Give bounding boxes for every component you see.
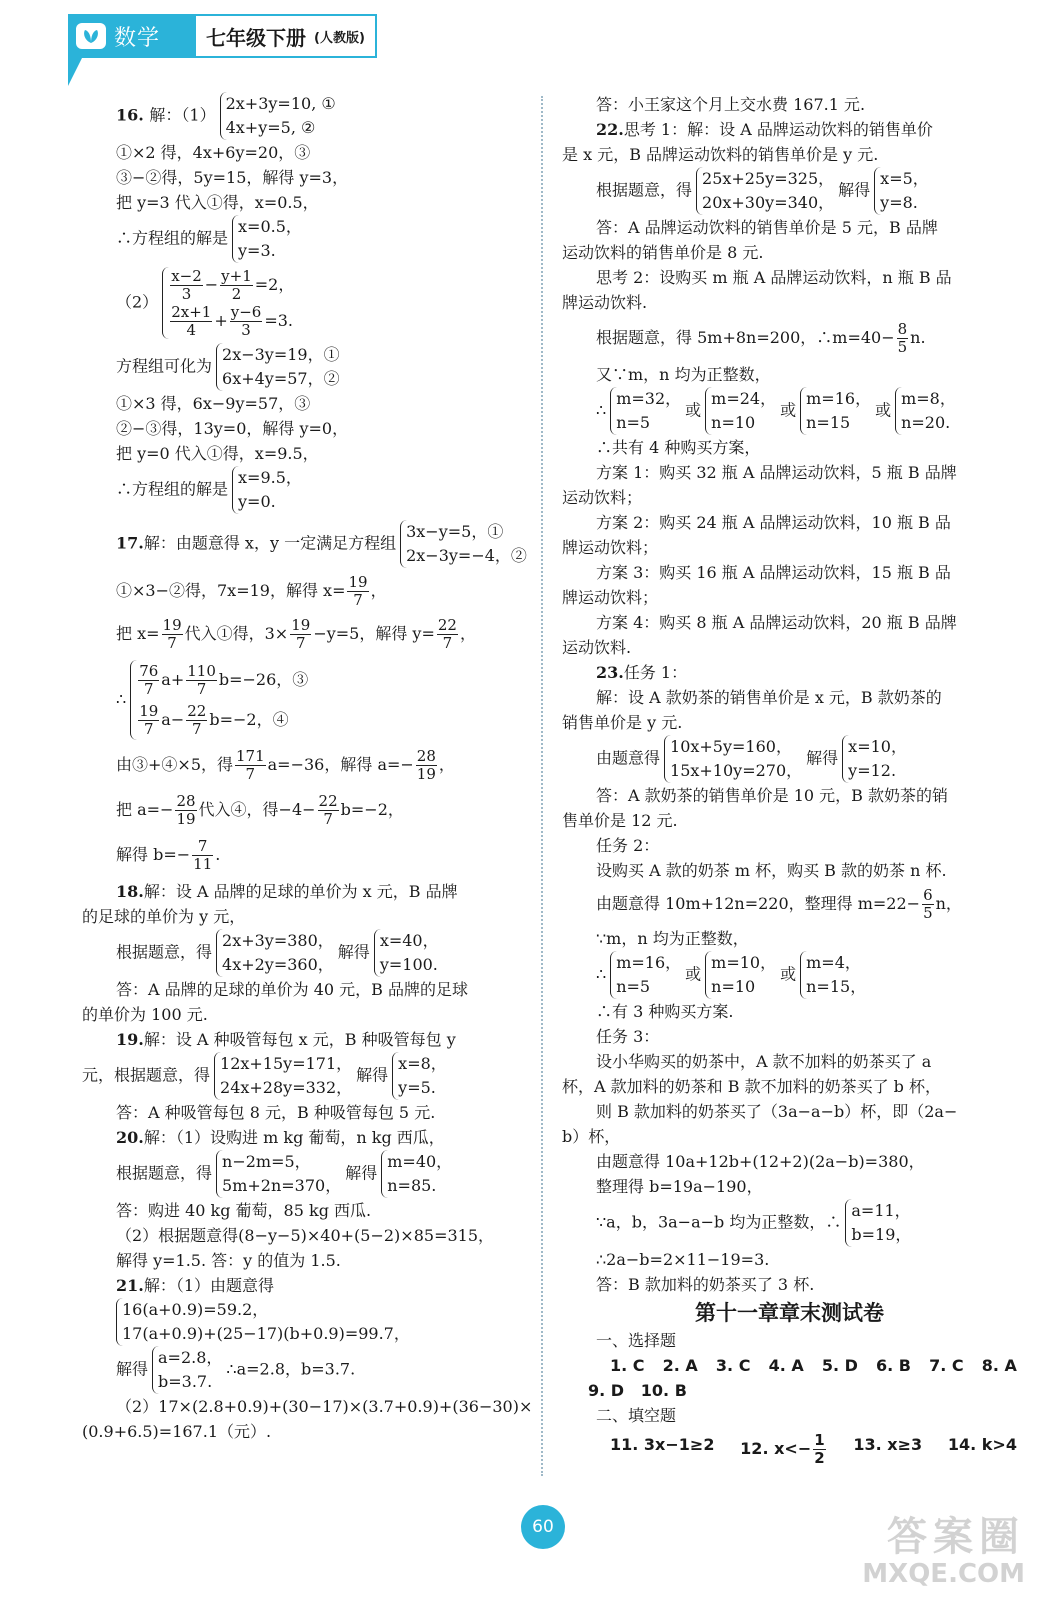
- q16-line: 把 y=3 代入①得，x=0.5，: [116, 193, 319, 212]
- section-title: 第十一章章末测试卷: [695, 1301, 884, 1325]
- solution-system: x=5， y=8.: [874, 167, 929, 215]
- q23-line: 解：设 A 款奶茶的销售单价是 x 元，B 款奶茶的: [596, 688, 942, 707]
- left-column: [82, 92, 532, 1444]
- solution-system: m=32， n=5: [610, 387, 681, 435]
- fraction: $\frac{y-6}{3}$: [230, 303, 262, 339]
- q22-line: 牌运动饮料；: [562, 538, 659, 557]
- q17-line: 把 x= $\frac{19}{7}$ 代入①得，3× $\frac{19}{7}$ −y=5，解得 y= $\frac{22}{7}$ ，: [116, 616, 476, 652]
- q22-line: 运动饮料；: [562, 488, 643, 507]
- q23-line: 任务 2：: [596, 836, 660, 855]
- book-info: [196, 14, 377, 58]
- q23-line: ∵a，b，3a−a−b 均为正整数，∴ a=11， b=19，: [562, 1199, 1017, 1247]
- solution-system: m=8， n=20.: [895, 387, 956, 435]
- fill-answers: [562, 1432, 1017, 1467]
- solution-system: x=9.5， y=0.: [232, 466, 302, 514]
- q23-line: 则 B 款加料的奶茶买了（3a−a−b）杯，即（2a−: [596, 1102, 958, 1121]
- fraction: $\frac{2x+1}{4}$: [171, 303, 212, 339]
- solution-system: m=4， n=15，: [800, 951, 866, 999]
- solution-system: x=10， y=12.: [842, 735, 907, 783]
- q23-line: b）杯，: [562, 1127, 621, 1146]
- solution-system: m=40， n=85.: [381, 1150, 452, 1198]
- solution-system: a=2.8， b=3.7.: [152, 1346, 222, 1394]
- solution-system: x=40， y=100.: [374, 929, 439, 977]
- fraction: $\frac{171}{7}$: [236, 747, 265, 783]
- answer-item: 1. C: [610, 1356, 645, 1375]
- q16-line: ②−③得，13y=0，解得 y=0，: [116, 419, 349, 438]
- answer-item: 8. A: [981, 1356, 1017, 1375]
- q23-line: 23.任务 1：: [596, 663, 688, 682]
- q22-line: 答：A 品牌运动饮料的销售单价是 5 元，B 品牌: [596, 218, 938, 237]
- fraction: $\frac{110}{7}$: [187, 662, 216, 698]
- answer-item: 11. 3x−1≥2: [610, 1435, 715, 1454]
- q17-line: 17.解：由题意得 x，y 一定满足方程组 3x−y=5，① 2x−3y=−4，②: [82, 520, 532, 568]
- q23-line: ∴有 3 种购买方案.: [596, 1002, 734, 1021]
- solution-system: x=8， y=5.: [392, 1052, 447, 1100]
- q22-line: 又∵m，n 均为正整数，: [596, 365, 771, 384]
- q22-line: 方案 2：购买 24 瓶 A 品牌运动饮料，10 瓶 B 品: [596, 513, 951, 532]
- q23-line: 由题意得 10x+5y=160， 15x+10y=270， 解得 x=10， y=12.: [562, 735, 1017, 783]
- equation-system: 2x+3y=380， 4x+2y=360，: [216, 929, 334, 977]
- section-heading: 二、填空题: [596, 1406, 677, 1425]
- q21-line: （2）17×(2.8+0.9)+(30−17)×(3.7+0.9)+(36−30)×: [116, 1397, 533, 1416]
- q21-line: (0.9+6.5)=167.1（元）.: [82, 1422, 272, 1441]
- q23-line: 设小华购买的奶茶中，A 款不加料的奶茶买了 a: [596, 1052, 932, 1071]
- q19-line: 答：A 种吸管每包 8 元，B 种吸管每包 5 元.: [116, 1103, 436, 1122]
- q23-line: 销售单价是 y 元.: [562, 713, 683, 732]
- column-divider: [541, 96, 543, 1476]
- answer-item: 2. A: [662, 1356, 698, 1375]
- q17-line: 解得 b=− $\frac{7}{11}$ .: [116, 837, 221, 873]
- fraction: $\frac{y+1}{2}$: [221, 267, 252, 303]
- solution-system: m=16， n=5: [610, 951, 681, 999]
- q16-line: ∴方程组的解是 x=9.5， y=0.: [82, 466, 532, 514]
- fraction: $\frac{76}{7}$: [139, 662, 159, 698]
- leaf-icon: [76, 23, 106, 49]
- choice-answers: [562, 1353, 1017, 1378]
- page-header: [68, 14, 377, 58]
- q23-line: 设购买 A 款的奶茶 m 杯，购买 B 款的奶茶 n 杯.: [596, 861, 947, 880]
- edition-label: (人教版): [314, 30, 365, 46]
- fraction: $\frac{19}{7}$: [139, 702, 159, 738]
- q21-line: [82, 1298, 532, 1346]
- q22-options: ∴ m=32， n=5 或 m=24， n=10 或 m=16， n=15 或 m=8， n=20.: [562, 387, 1017, 435]
- fraction: $\frac{6}{5}$: [923, 886, 933, 922]
- answer-item: 7. C: [929, 1356, 964, 1375]
- q16-line: 把 y=0 代入①得，x=9.5，: [116, 444, 319, 463]
- fraction: $\frac{22}{7}$: [437, 616, 457, 652]
- q18-line: 18.解：设 A 品牌的足球的单价为 x 元，B 品牌: [116, 882, 458, 901]
- q19-line: 元，根据题意，得 12x+15y=171， 24x+28y=332， 解得 x=8， y=5.: [82, 1052, 532, 1100]
- q22-line: 思考 2：设购买 m 瓶 A 品牌运动饮料，n 瓶 B 品: [596, 268, 952, 287]
- q16-line: ①×3 得，6x−9y=57，③: [116, 394, 311, 413]
- q17-line: ①×3−②得，7x=19，解得 x= $\frac{19}{7}$ ，: [116, 573, 387, 609]
- q18-line: 根据题意，得 2x+3y=380， 4x+2y=360， 解得 x=40， y=100.: [82, 929, 532, 977]
- q23-line: 杯，A 款加料的奶茶和 B 款不加料的奶茶买了 b 杯，: [562, 1077, 941, 1096]
- q23-line: 由题意得 10a+12b+(12+2)(2a−b)=380，: [596, 1152, 925, 1171]
- solution-system: m=24， n=10: [705, 387, 776, 435]
- subject-tab: [68, 14, 196, 58]
- answer-item: 4. A: [768, 1356, 804, 1375]
- section-heading: 一、选择题: [596, 1331, 677, 1350]
- q21-line: 21.解：（1）由题意得: [116, 1276, 275, 1295]
- q23-line: ∴2a−b=2×11−19=3.: [596, 1250, 770, 1269]
- q22-line: 22.思考 1：解：设 A 品牌运动饮料的销售单价: [596, 120, 933, 139]
- q23-line: 任务 3：: [596, 1027, 660, 1046]
- q23-line: ∵m，n 均为正整数，: [596, 929, 749, 948]
- q19-line: 19.解：设 A 种吸管每包 x 元，B 种吸管每包 y: [116, 1030, 456, 1049]
- q22-line: 运动饮料的销售单价是 8 元.: [562, 243, 764, 262]
- q17-line: 把 a=− $\frac{28}{19}$ 代入④，得−4− $\frac{22}{7}$ b=−2，: [116, 792, 404, 828]
- equation-system: $\frac{x-2}{3}$ − $\frac{y+1}{2}$ =2， $\frac{2x+1}{4}$ + $\frac{y-6}{3}$ =3.: [162, 267, 294, 339]
- fraction: $\frac{19}{7}$: [291, 616, 311, 652]
- right-column: [562, 92, 1017, 1467]
- choice-answers: [562, 1378, 1017, 1403]
- q16-line: 16. 解：（1） 2x+3y=10, ① 4x+y=5, ②: [82, 92, 532, 140]
- watermark-logo: 答案圈: [887, 1514, 1025, 1560]
- q17-line: ∴ $\frac{76}{7}$ a+ $\frac{110}{7}$ b=−26，③ $\frac{19}{7}$ a− $\frac{22}{7}$ b=−2，④: [116, 662, 309, 738]
- q23-line: 答：B 款加料的奶茶买了 3 杯.: [596, 1275, 815, 1294]
- fraction: $\frac{28}{19}$: [416, 747, 436, 783]
- answer-item: 9. D: [588, 1381, 625, 1400]
- q22-line: 根据题意，得 25x+25y=325， 20x+30y=340， 解得 x=5， y=8.: [562, 167, 1017, 215]
- solution-system: x=0.5， y=3.: [232, 215, 302, 263]
- q22-line: 运动饮料.: [562, 638, 632, 657]
- q23-line: 答：A 款奶茶的销售单价是 10 元，B 款奶茶的销: [596, 786, 949, 805]
- equation-system: 12x+15y=171， 24x+28y=332，: [214, 1052, 352, 1100]
- fraction: $\frac{22}{7}$: [318, 792, 338, 828]
- q22-line: 是 x 元，B 品牌运动饮料的销售单价是 y 元.: [562, 145, 879, 164]
- equation-system: 2x+3y=10, ① 4x+y=5, ②: [220, 92, 336, 140]
- q16-line: ∴方程组的解是 x=0.5， y=3.: [82, 215, 532, 263]
- equation-system: n−2m=5， 5m+2n=370，: [216, 1150, 341, 1198]
- answer-line: 答：小王家这个月上交水费 167.1 元.: [596, 95, 866, 114]
- q20-line: 20.解：（1）设购进 m kg 葡萄，n kg 西瓜，: [116, 1128, 445, 1147]
- q20-line: 解得 y=1.5. 答：y 的值为 1.5.: [116, 1251, 341, 1270]
- equation-system: 16(a+0.9)=59.2， 17(a+0.9)+(25−17)(b+0.9)=99.7，: [116, 1298, 410, 1346]
- q16-line: ①×2 得，4x+6y=20，③: [116, 143, 311, 162]
- q22-line: 方案 1：购买 32 瓶 A 品牌运动饮料，5 瓶 B 品牌: [596, 463, 957, 482]
- answer-item: 10. B: [640, 1381, 687, 1400]
- fraction: $\frac{7}{11}$: [193, 837, 213, 873]
- answer-item: 3. C: [715, 1356, 751, 1375]
- q22-line: 方案 4：购买 8 瓶 A 品牌运动饮料，20 瓶 B 品牌: [596, 613, 957, 632]
- fraction: $\frac{19}{7}$: [348, 573, 368, 609]
- q17-line: 由③+④×5，得 $\frac{171}{7}$ a=−36，解得 a=− $\frac{28}{19}$ ，: [116, 747, 455, 783]
- fraction: $\frac{22}{7}$: [187, 702, 207, 738]
- solution-system: m=10， n=10: [705, 951, 776, 999]
- answer-item: 13. x≥3: [853, 1435, 923, 1454]
- answer-item: 6. B: [876, 1356, 911, 1375]
- q20-line: （2）根据题意得(8−y−5)×40+(5−2)×85=315，: [116, 1226, 495, 1245]
- page-number: 60: [521, 1505, 565, 1549]
- subject-label: 数学: [114, 25, 161, 51]
- q22-line: 方案 3：购买 16 瓶 A 品牌运动饮料，15 瓶 B 品: [596, 563, 951, 582]
- q18-line: 的足球的单价为 y 元，: [82, 907, 246, 926]
- equation-system: 25x+25y=325， 20x+30y=340，: [696, 167, 834, 215]
- fraction: $\frac{1}{2}$: [814, 1431, 825, 1467]
- fraction: $\frac{x-2}{3}$: [171, 267, 202, 303]
- q23-options: ∴ m=16， n=5 或 m=10， n=10 或 m=4， n=15，: [562, 951, 1017, 999]
- q22-line: 根据题意，得 5m+8n=200，∴m=40− $\frac{8}{5}$ n.: [596, 320, 926, 356]
- q21-line: 解得 a=2.8， b=3.7. ∴a=2.8，b=3.7.: [82, 1346, 532, 1394]
- solution-system: m=16， n=15: [800, 387, 871, 435]
- q16-part2: （2） $\frac{x-2}{3}$ − $\frac{y+1}{2}$ =2， $\frac{2x+1}{4}$ + $\frac{y-6}{3}$ =3.: [116, 267, 295, 339]
- q23-line: 售单价是 12 元.: [562, 811, 678, 830]
- q23-line: 整理得 b=19a−190，: [596, 1177, 763, 1196]
- q22-line: 牌运动饮料.: [562, 293, 648, 312]
- answer-item: 14. k>4: [947, 1435, 1017, 1454]
- fraction: $\frac{8}{5}$: [897, 320, 908, 356]
- q16-line: 方程组可化为 2x−3y=19，① 6x+4y=57，②: [82, 343, 532, 391]
- answer-item: 12. x<− $\frac{1}{2}$: [740, 1431, 825, 1467]
- q18-line: 答：A 品牌的足球的单价为 40 元，B 品牌的足球: [116, 980, 469, 999]
- equation-system: 10x+5y=160， 15x+10y=270，: [664, 735, 802, 783]
- equation-system: 3x−y=5，① 2x−3y=−4，②: [400, 520, 527, 568]
- grade-label: 七年级下册: [206, 25, 306, 50]
- q20-line: 根据题意，得 n−2m=5， 5m+2n=370， 解得 m=40， n=85.: [82, 1150, 532, 1198]
- fraction: $\frac{28}{19}$: [176, 792, 196, 828]
- watermark: [862, 1515, 1025, 1589]
- equation-system: 2x−3y=19，① 6x+4y=57，②: [216, 343, 340, 391]
- solution-system: a=11， b=19，: [845, 1199, 911, 1247]
- fraction: $\frac{19}{7}$: [162, 616, 182, 652]
- q23-line: 由题意得 10m+12n=220，整理得 m=22− $\frac{6}{5}$ n，: [596, 886, 962, 922]
- q20-line: 答：购进 40 kg 葡萄，85 kg 西瓜.: [116, 1201, 372, 1220]
- watermark-url: MXQE.COM: [862, 1559, 1025, 1589]
- answer-item: 5. D: [821, 1356, 858, 1375]
- q22-line: ∴共有 4 种购买方案，: [596, 438, 761, 457]
- q18-line: 的单价为 100 元.: [82, 1005, 208, 1024]
- equation-system: $\frac{76}{7}$ a+ $\frac{110}{7}$ b=−26，③ $\frac{19}{7}$ a− $\frac{22}{7}$ b=−2，④: [130, 660, 308, 740]
- q16-line: ③−②得，5y=15，解得 y=3，: [116, 168, 349, 187]
- q22-line: 牌运动饮料；: [562, 588, 659, 607]
